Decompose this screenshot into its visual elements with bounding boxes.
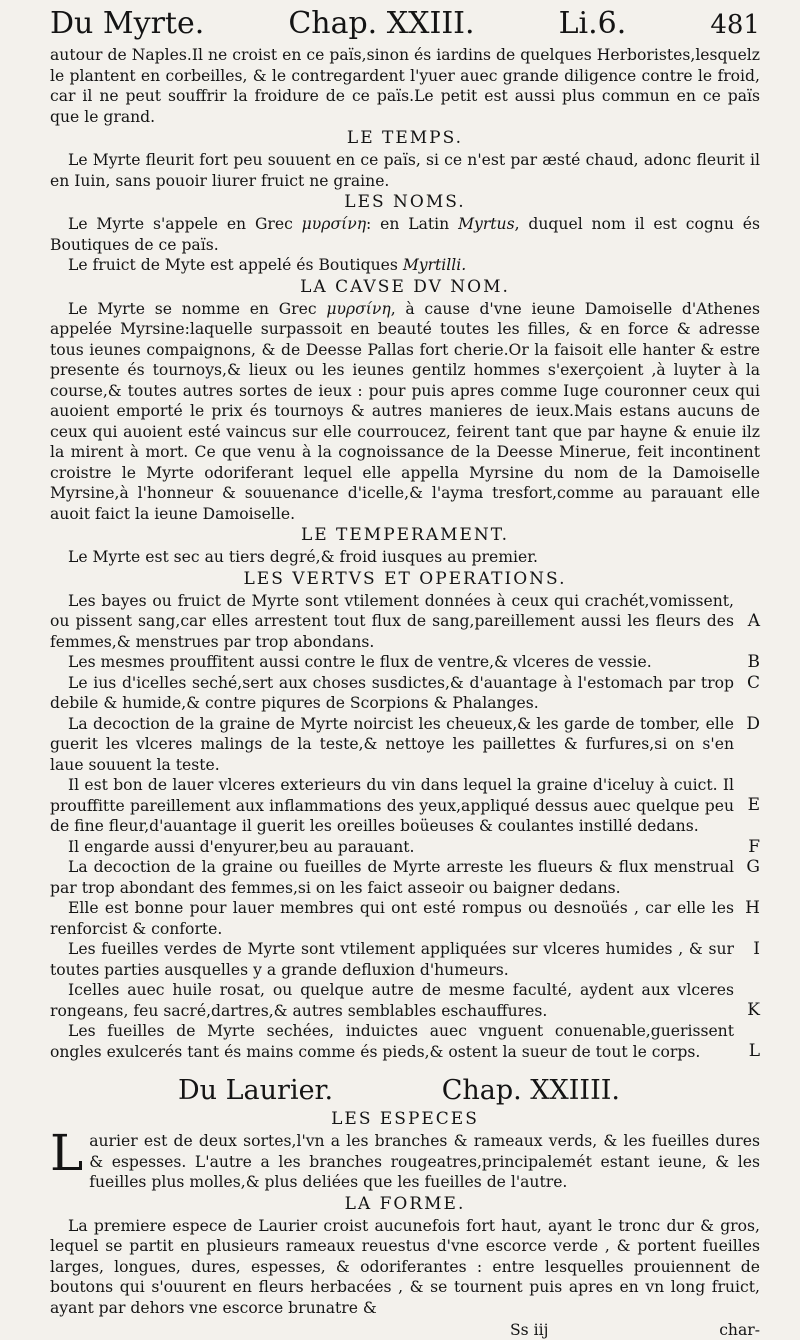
- vertus-text: Le ius d'icelles seché,sert aux choses susdictes,& d'auantage à l'estomach par trop debile & humide,& contre piqures de Scorpions & Phalanges.: [50, 673, 734, 712]
- margin-letter: L: [748, 1041, 760, 1061]
- margin-letter: E: [747, 795, 760, 815]
- vertus-text: La decoction de la graine ou fueilles de Myrte arreste les flueurs & flux menstrual par trop abondant des femmes,si on les faict asseoir ou baigner dedans.: [50, 858, 734, 897]
- intro-paragraph: autour de Naples.Il ne croist en ce païs,sinon és iardins de quelques Herboristes,lesquelz le plantent en corbeilles, & le contregardent l'yuer auec grande diligence contre le froid, car il ne peut souffrir la froidure de ce païs.Le petit est aussi plus commun en ce païs que le grand.: [50, 46, 760, 126]
- vertus-item: [50, 898, 760, 939]
- margin-letter: H: [745, 898, 760, 918]
- margin-letter: D: [746, 713, 760, 734]
- text-run: Le Myrte s'appele en Grec: [68, 215, 302, 233]
- vertus-text: Elle est bonne pour lauer membres qui ont esté rompus ou desnoüés , car elle les renforcist & conforte.: [50, 899, 734, 938]
- margin-letter: C: [746, 672, 760, 693]
- chapter-title: Du Laurier.: [178, 1075, 334, 1106]
- text-run: , duquel nom il est cognu és Boutiques de ce païs.: [50, 215, 761, 254]
- temps-paragraph: Le Myrte fleurit fort peu souuent en ce païs, si ce n'est par æsté chaud, adonc fleurit il en Iuin, sans pouoir liurer fruict ne graine.: [50, 151, 760, 190]
- running-head: [50, 4, 760, 45]
- heading-vertus: LES VERTVS ET OPERATIONS.: [243, 568, 567, 589]
- vertus-item: [50, 837, 760, 858]
- heading-forme: LA FORME.: [344, 1193, 466, 1214]
- text-run: , à cause d'vne ieune Damoiselle d'Athenes appelée Myrsine:laquelle surpassoit en beauté toutes les filles, & en force & adresse tous ieunes compaignons, & de Deesse Pallas fort cherie.Or la faisoit elle hanter & estre presente és tournoys,& lieux ou les ieunes gentilz hommes s'exerçoient ,à luyter à la course,& toutes autres sortes de ieux : pour puis apres comme Iuge couronner ceux qui auoient emporté le prix és tournoys & autres manieres de ieux.Mais estans aucuns de ceux qui auoient esté vaincus sur elle courroucez, feirent tant que par hayne & enuie ilz la mirent à mort. Ce que venu à la cognoissance de la Deesse Minerue, feit incontinent croistre le Myrte odoriferant lequel elle appella Myrsine du nom de la Damoiselle Myrsine,à l'honneur & souuenance d'icelle,& l'ayma tresfort,comme au parauant elle auoit faict la ieune Damoiselle.: [50, 299, 760, 523]
- margin-letter: G: [746, 857, 760, 877]
- greek-word: μυρσίνη: [326, 299, 391, 318]
- margin-letter: F: [748, 836, 760, 857]
- text-run: aurier est de deux sortes,l'vn a les branches & rameaux verds, & les fueilles dures & espesses. L'autre a les branches rougeatres,principalemét estant ieune, & les fueilles plus molles,& plus deliées que les fueilles de l'autre.: [89, 1132, 760, 1191]
- vertus-item: [50, 591, 760, 653]
- margin-letter: I: [753, 939, 760, 959]
- heading-temperament: LE TEMPERAMENT.: [300, 525, 510, 545]
- heading-noms: LES NOMS.: [344, 192, 466, 212]
- vertus-item: [50, 775, 760, 837]
- page-footer: [50, 1320, 760, 1340]
- noms-paragraph-1: [50, 214, 760, 255]
- header-chapter: Chap. XXIII.: [288, 6, 475, 41]
- latin-word: Myrtus: [458, 215, 515, 233]
- text-run: Le fruict de Myte est appelé és Boutiques: [68, 256, 403, 274]
- text-run: Le Myrte se nomme en Grec: [68, 299, 327, 318]
- cause-paragraph: [50, 299, 760, 525]
- vertus-item: [50, 857, 760, 898]
- catchword: char-: [719, 1321, 760, 1339]
- drop-cap: L: [50, 1124, 84, 1182]
- signature-mark: Ss iij: [510, 1321, 549, 1339]
- vertus-text: Icelles auec huile rosat, ou quelque autre de mesme faculté, aydent aux vlceres rongeans, feu sacré,dartres,& autres semblables eschauffures.: [50, 981, 734, 1020]
- chapter-number: Chap. XXIIII.: [441, 1075, 620, 1106]
- greek-word: μυρσίνη: [301, 215, 367, 233]
- header-book: Li.6.: [558, 6, 627, 41]
- header-left: Du Myrte.: [50, 6, 205, 41]
- heading-especes: LES ESPECES: [331, 1109, 479, 1129]
- text-run: : en Latin: [366, 215, 459, 233]
- heading-temps: LE TEMPS.: [346, 128, 464, 148]
- vertus-item: [50, 652, 760, 673]
- vertus-item: [50, 673, 760, 714]
- vertus-item: [50, 980, 760, 1021]
- margin-letter: B: [747, 652, 760, 672]
- latin-word: Myrtilli.: [402, 256, 467, 274]
- vertus-item: [50, 714, 760, 776]
- heading-cause: LA CAVSE DV NOM.: [300, 276, 510, 297]
- vertus-item: [50, 939, 760, 980]
- forme-paragraph: La premiere espece de Laurier croist aucunefois fort haut, ayant le tronc dur & gros, lequel se partit en plusieurs rameaux reuestus d'vne escorce verde , & portent fueilles larges, longues, dures, espesses, & odoriferantes : entre lesquelles prouiennent de boutons qui s'ouurent en fleurs herbacées , & se tournent puis apres en vn long fruict, ayant par dehors vne escorce brunatre &: [50, 1216, 760, 1317]
- chapter-heading-laurier: [178, 1074, 620, 1108]
- vertus-text: Les mesmes prouffitent aussi contre le flux de ventre,& vlceres de vessie.: [68, 653, 652, 671]
- vertus-text: Les fueilles de Myrte sechées, induictes auec vnguent conuenable,guerissent ongles exulcerés tant és mains comme és pieds,& ostent la sueur de tout le corps.: [50, 1022, 734, 1061]
- margin-letter: K: [747, 1000, 760, 1020]
- vertus-text: Les fueilles verdes de Myrte sont vtilement appliquées sur vlceres humides , & sur toutes parties ausquelles y a grande defluxion d'humeurs.: [50, 940, 734, 979]
- vertus-item: [50, 1021, 760, 1062]
- vertus-text: Les bayes ou fruict de Myrte sont vtilement données à ceux qui crachét,vomissent, ou pissent sang,car elles arrestent tout flux de sang,pareillement aussi les fleurs des femmes,& menstrues par trop abondans.: [50, 591, 734, 651]
- margin-letter: A: [747, 610, 760, 631]
- vertus-text: La decoction de la graine de Myrte noircist les cheueux,& les garde de tomber, elle guerit les vlceres malings de la teste,& nettoye les paillettes & furfures,si on s'en laue souuent la teste.: [50, 714, 734, 774]
- page-number: 481: [710, 10, 760, 40]
- noms-paragraph-2: [50, 255, 760, 276]
- vertus-text: Il engarde aussi d'enyurer,beu au parauant.: [68, 837, 415, 856]
- temperament-paragraph: Le Myrte est sec au tiers degré,& froid iusques au premier.: [68, 548, 538, 566]
- vertus-text: Il est bon de lauer vlceres exterieurs du vin dans lequel la graine d'iceluy à cuict. Il prouffitte pareillement aux inflammations des yeux,appliqué dessus auec quelque peu de fine fleur,d'auantage il guerit les oreilles boüeuses & coulantes instillé dedans.: [50, 776, 734, 835]
- vertus-list: [50, 591, 760, 1063]
- especes-paragraph: [50, 1124, 760, 1193]
